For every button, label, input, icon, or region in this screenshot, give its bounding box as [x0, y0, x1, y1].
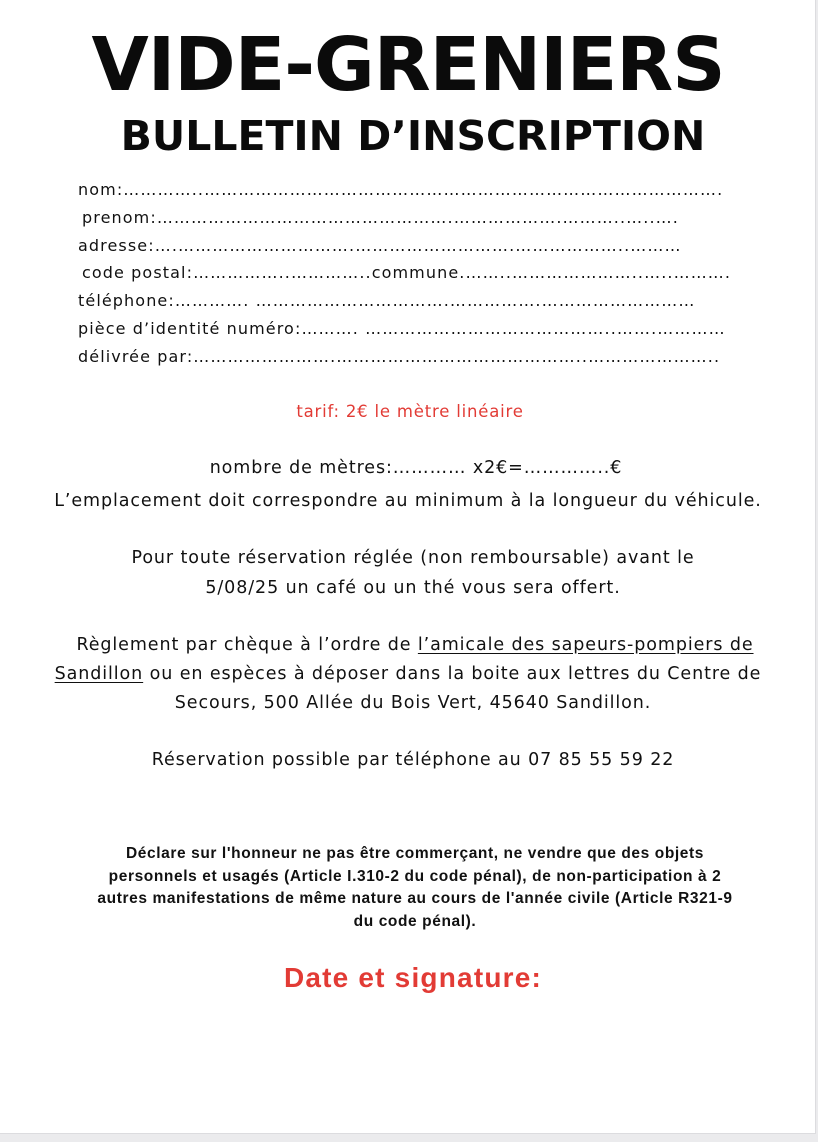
payment-line-2-suffix: ou en espèces à déposer dans la boite aux lettres du Centre de	[143, 664, 762, 684]
declaration-line: personnels et usagés (Article I.310-2 du code pénal), de non-participation à 2	[108, 867, 722, 885]
payment-line-2	[0, 660, 816, 689]
sandillon-link[interactable]: Sandillon	[54, 664, 144, 684]
page-title: VIDE-GRENIERS	[91, 22, 725, 108]
page-subtitle: BULLETIN D’INSCRIPTION	[120, 112, 706, 160]
declaration-line: autres manifestations de même nature au cours de l'année civile (Article R321-9	[97, 890, 733, 907]
field-nom[interactable]: nom:…………..……………………………………………………………………………….	[78, 180, 724, 199]
field-piece-identite[interactable]: pièce d’identité numéro:………. ……………………………………..…….…………	[78, 319, 726, 338]
field-adresse[interactable]: adresse:….………………………….……………………….………………..………	[78, 236, 682, 255]
amicale-link[interactable]: l’amicale des sapeurs-pompiers de	[417, 635, 754, 655]
tarif-text: tarif: 2€ le mètre linéaire	[296, 402, 524, 421]
declaration-block	[0, 843, 818, 933]
field-delivree-par[interactable]: délivrée par:…………………….……………………………………..…………………..	[78, 347, 721, 366]
vehicle-note: L’emplacement doit correspondre au minimum à la longueur du véhicule.	[54, 491, 762, 511]
meters-line: nombre de mètres:………… x2€=…………..€	[209, 458, 623, 478]
payment-line-1-prefix: Règlement par chèque à l’ordre de	[76, 635, 418, 655]
reservation-phone: Réservation possible par téléphone au 07 85 55 59 22	[151, 750, 675, 770]
signature-label: Date et signature:	[283, 962, 543, 993]
payment-line-3: Secours, 500 Allée du Bois Vert, 45640 Sandillon.	[174, 693, 652, 713]
offer-line-1: Pour toute réservation réglée (non remboursable) avant le	[131, 548, 695, 568]
field-telephone[interactable]: téléphone:…………. …………………………….…………….………………………	[78, 291, 696, 310]
field-prenom[interactable]: prenom:…………………………………………….……………….………..…..….	[82, 208, 679, 227]
payment-line-1	[0, 631, 818, 660]
declaration-line: du code pénal).	[353, 912, 477, 930]
declaration-line: Déclare sur l'honneur ne pas être commerçant, ne vendre que des objets	[125, 845, 705, 862]
offer-line-2: 5/08/25 un café ou un thé vous sera offert.	[205, 578, 621, 598]
field-code-postal-commune[interactable]: code postal:……………..…………..commune.……..…………………..…..……….	[82, 263, 732, 282]
